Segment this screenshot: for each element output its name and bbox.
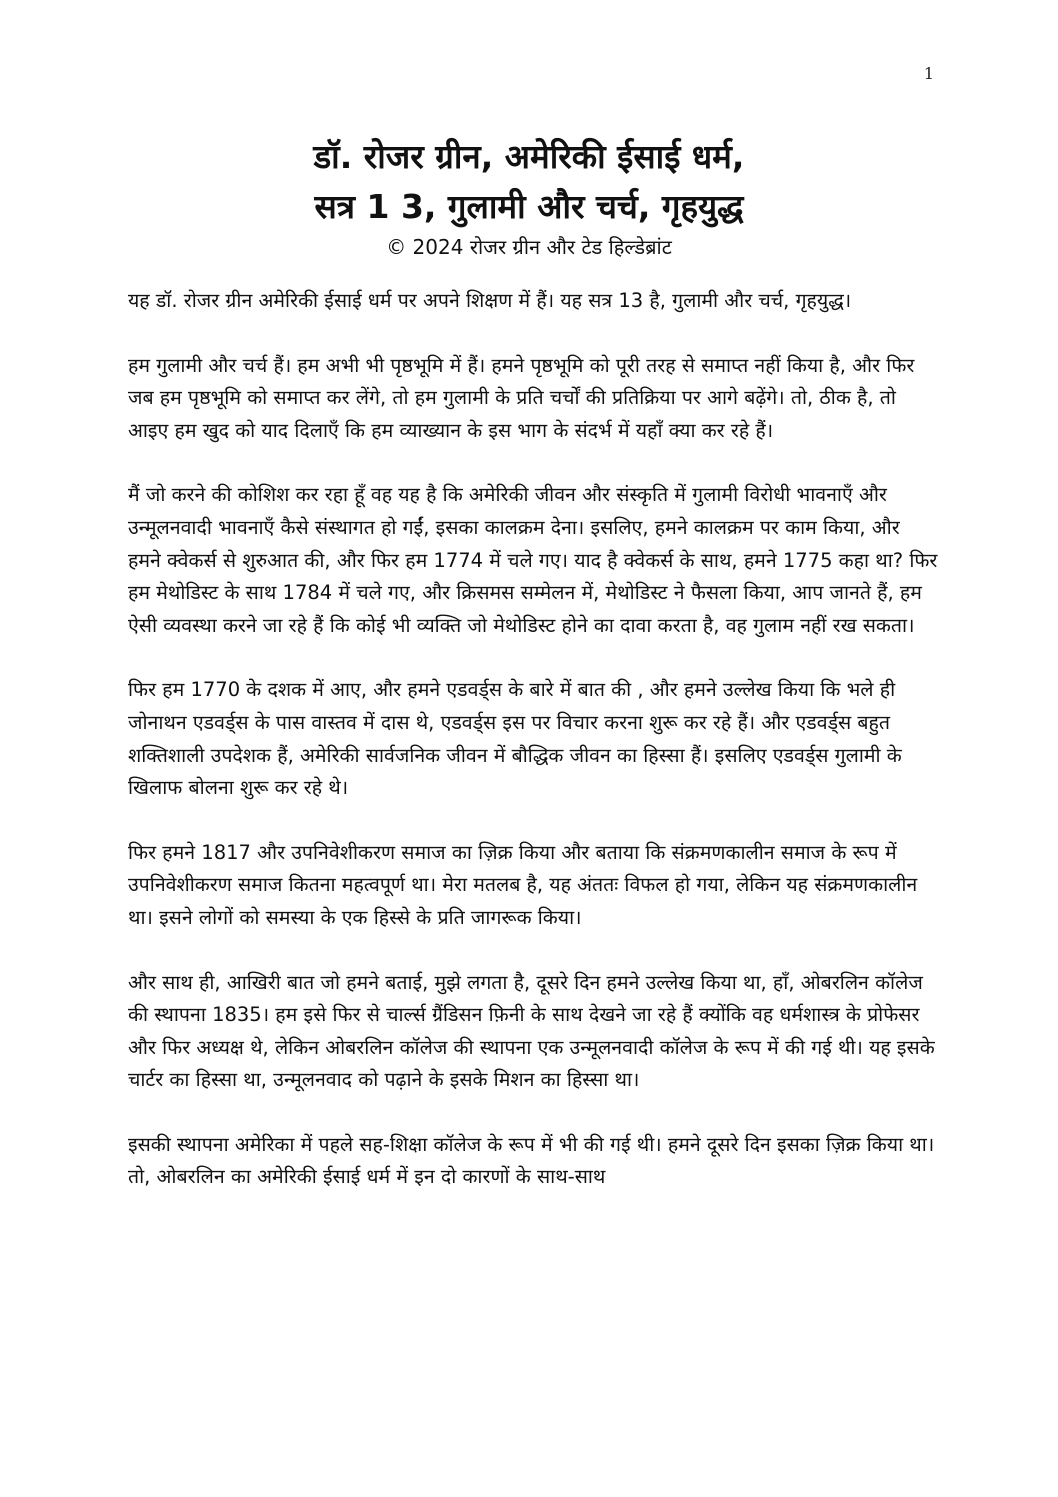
paragraph: फिर हम 1770 के दशक में आए, और हमने एडवर्ड्स के बारे में बात की , और हमने उल्लेख किया कि भले ही जोनाथन एडवर्ड्स के पास वास्तव में दास थे, एडवर्ड्स इस पर विचार करना शुरू कर रहे हैं। और एडवर्ड्स बहुत शक्तिशाली उपदेशक हैं, अमेरिकी सार्वजनिक जीवन में बौद्धिक जीवन का हिस्सा हैं। इसलिए एडवर्ड्स गुलामी के खिलाफ बोलना शुरू कर रहे थे। xyxy=(128,678,902,800)
paragraph: यह डॉ. रोजर ग्रीन अमेरिकी ईसाई धर्म पर अपने शिक्षण में हैं। यह सत्र 13 है, गुलामी और चर्च, गृहयुद्ध। xyxy=(128,289,852,312)
paragraph: फिर हमने 1817 और उपनिवेशीकरण समाज का ज़िक्र किया और बताया कि संक्रमणकालीन समाज के रूप में उपनिवेशीकरण समाज कितना महत्वपूर्ण था। मेरा मतलब है, यह अंततः विफल हो गया, लेकिन यह संक्रमणकालीन था। इसने लोगों को समस्या के एक हिस्से के प्रति जागरूक किया। xyxy=(128,840,918,929)
paragraph: इसकी स्थापना अमेरिका में पहले सह-शिक्षा कॉलेज के रूप में भी की गई थी। हमने दूसरे दिन इसका ज़िक्र किया था। तो, ओबरलिन का अमेरिकी ईसाई धर्म में इन दो कारणों के साथ-साथ xyxy=(128,1132,935,1189)
page-number: 1 xyxy=(923,64,934,83)
document-header xyxy=(100,132,958,262)
document-title-line-1: डॉ. रोजर ग्रीन, अमेरिकी ईसाई धर्म, xyxy=(313,137,745,176)
paragraph: और साथ ही, आखिरी बात जो हमने बताई, मुझे लगता है, दूसरे दिन हमने उल्लेख किया था, हाँ, ओबरलिन कॉलेज की स्थापना 1835। हम इसे फिर से चार्ल्स ग्रैंडिसन फ़िनी के साथ देखने जा रहे हैं क्योंकि वह धर्मशास्त्र के प्रोफेसर और फिर अध्यक्ष थे, लेकिन ओबरलिन कॉलेज की स्थापना एक उन्मूलनवादी कॉलेज के रूप में की गई थी। यह इसके चार्टर का हिस्सा था, उन्मूलनवाद को पढ़ाने के इसके मिशन का हिस्सा था। xyxy=(128,970,935,1092)
paragraph: मैं जो करने की कोशिश कर रहा हूँ वह यह है कि अमेरिकी जीवन और संस्कृति में गुलामी विरोधी भावनाएँ और उन्मूलनवादी भावनाएँ कैसे संस्थागत हो गईं, इसका कालक्रम देना। इसलिए, हमने कालक्रम पर काम किया, और हमने क्वेकर्स से शुरुआत की, और फिर हम 1774 में चले गए। याद है क्वेकर्स के साथ, हमने 1775 कहा था? फिर हम मेथोडिस्ट के साथ 1784 में चले गए, और क्रिसमस सम्मेलन में, मेथोडिस्ट ने फैसला किया, आप जानते हैं, हम ऐसी व्यवस्था करने जा रहे हैं कि कोई भी व्यक्ति जो मेथोडिस्ट होने का दावा करता है, वह गुलाम नहीं रख सकता। xyxy=(128,483,938,637)
document-title-line-2: सत्र 1 3, गुलामी और चर्च, गृहयुद्ध xyxy=(314,187,744,226)
document-body xyxy=(128,285,938,1226)
copyright-notice: © 2024 रोजर ग्रीन और टेड हिल्डेब्रांट xyxy=(386,235,672,259)
paragraph: हम गुलामी और चर्च हैं। हम अभी भी पृष्ठभूमि में हैं। हमने पृष्ठभूमि को पूरी तरह से समाप्त नहीं किया है, और फिर जब हम पृष्ठभूमि को समाप्त कर लेंगे, तो हम गुलामी के प्रति चर्चों की प्रतिक्रिया पर आगे बढ़ेंगे। तो, ठीक है, तो आइए हम खुद को याद दिलाएँ कि हम व्याख्यान के इस भाग के संदर्भ में यहाँ क्या कर रहे हैं। xyxy=(128,353,915,442)
